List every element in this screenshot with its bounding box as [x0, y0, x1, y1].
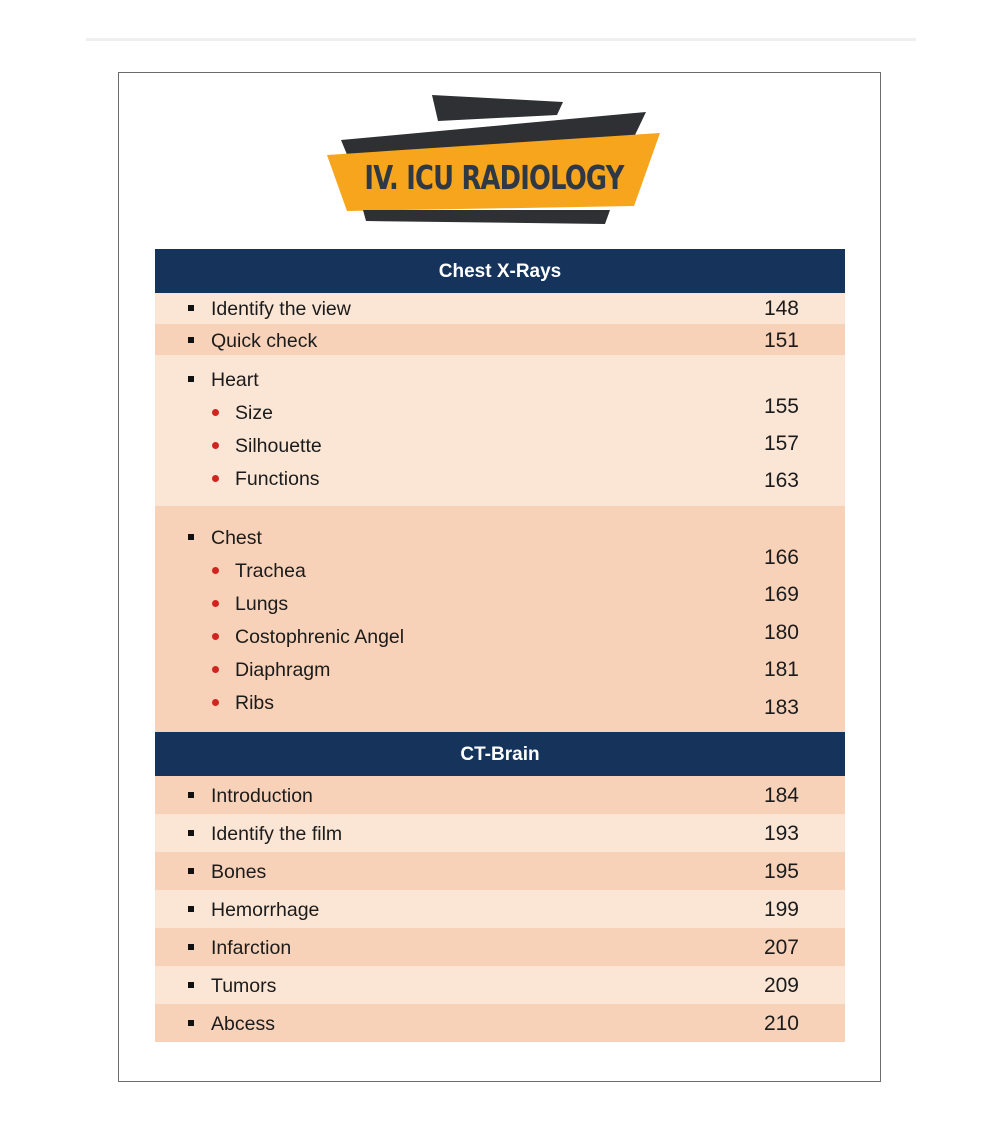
- toc-item-label: Tumors: [211, 975, 277, 997]
- toc-page-number: 181: [763, 658, 799, 681]
- toc-page-number: 169: [763, 583, 799, 606]
- toc-page-number: 166: [763, 546, 799, 569]
- toc-item-label: Infarction: [211, 937, 292, 959]
- toc-row[interactable]: [155, 324, 845, 355]
- toc-item-label: Quick check: [211, 330, 318, 352]
- red-dot-bullet-icon: [212, 567, 219, 574]
- square-bullet-icon: [188, 337, 194, 343]
- document-page: [118, 72, 881, 1082]
- toc-page-number: 209: [763, 974, 799, 997]
- toc-item-label: Abcess: [211, 1013, 275, 1035]
- toc-row[interactable]: [155, 1004, 845, 1042]
- red-dot-bullet-icon: [212, 475, 219, 482]
- square-bullet-icon: [188, 868, 194, 874]
- toc-subitem-label[interactable]: Diaphragm: [235, 659, 331, 681]
- toc-page-number: 193: [763, 822, 799, 845]
- toc-page-number: 199: [763, 898, 799, 921]
- section-header-ct-brain: CT-Brain: [155, 732, 845, 776]
- chapter-title: IV. ICU RADIOLOGY: [364, 158, 624, 197]
- toc-subitem-label[interactable]: Lungs: [235, 593, 289, 615]
- square-bullet-icon: [188, 376, 194, 382]
- chapter-banner: [326, 93, 662, 228]
- toc-row[interactable]: [155, 928, 845, 966]
- toc-item-label: Identify the film: [211, 823, 343, 845]
- red-dot-bullet-icon: [212, 600, 219, 607]
- red-dot-bullet-icon: [212, 666, 219, 673]
- toc-subitem-label[interactable]: Silhouette: [235, 435, 322, 457]
- toc-item-label[interactable]: Chest: [211, 527, 262, 549]
- square-bullet-icon: [188, 982, 194, 988]
- toc-subitem-label[interactable]: Ribs: [235, 692, 275, 714]
- toc-row[interactable]: [155, 966, 845, 1004]
- square-bullet-icon: [188, 792, 194, 798]
- toc-page-number: 180: [763, 621, 799, 644]
- banner-top-bar: [432, 95, 563, 121]
- toc-page-number: 157: [763, 432, 799, 455]
- toc-page-number: 155: [763, 395, 799, 418]
- toc-subitem-label[interactable]: Trachea: [235, 560, 306, 582]
- toc-row[interactable]: [155, 293, 845, 324]
- red-dot-bullet-icon: [212, 699, 219, 706]
- toc-item-label: Identify the view: [211, 298, 351, 320]
- red-dot-bullet-icon: [212, 442, 219, 449]
- table-of-contents: [155, 249, 845, 1042]
- toc-row[interactable]: [155, 852, 845, 890]
- toc-page-number: 184: [763, 784, 799, 807]
- square-bullet-icon: [188, 305, 194, 311]
- toc-item-label: Introduction: [211, 785, 313, 807]
- red-dot-bullet-icon: [212, 409, 219, 416]
- toc-page-number: 183: [763, 696, 799, 719]
- toc-group-heart: [155, 355, 845, 506]
- toc-page-number: 148: [763, 297, 799, 320]
- toc-item-label: Bones: [211, 861, 267, 883]
- toc-page-number: 151: [763, 329, 799, 352]
- toc-page-number: 210: [763, 1012, 799, 1035]
- toc-row[interactable]: [155, 890, 845, 928]
- toc-page-number: 207: [763, 936, 799, 959]
- square-bullet-icon: [188, 830, 194, 836]
- toc-page-number: 195: [763, 860, 799, 883]
- square-bullet-icon: [188, 1020, 194, 1026]
- toc-group-chest: [155, 506, 845, 732]
- toc-page-number: 163: [763, 469, 799, 492]
- square-bullet-icon: [188, 906, 194, 912]
- toc-item-label: Hemorrhage: [211, 899, 320, 921]
- square-bullet-icon: [188, 534, 194, 540]
- toc-row[interactable]: [155, 776, 845, 814]
- toc-subitem-label[interactable]: Costophrenic Angel: [235, 626, 405, 648]
- banner-bottom-bar: [363, 210, 610, 224]
- toc-row[interactable]: [155, 814, 845, 852]
- square-bullet-icon: [188, 944, 194, 950]
- section-header-chest-xrays: Chest X-Rays: [155, 249, 845, 293]
- toc-subitem-label[interactable]: Size: [235, 402, 273, 424]
- toc-subitem-label[interactable]: Functions: [235, 468, 320, 490]
- toc-item-label[interactable]: Heart: [211, 369, 259, 391]
- red-dot-bullet-icon: [212, 633, 219, 640]
- top-divider: [86, 38, 916, 41]
